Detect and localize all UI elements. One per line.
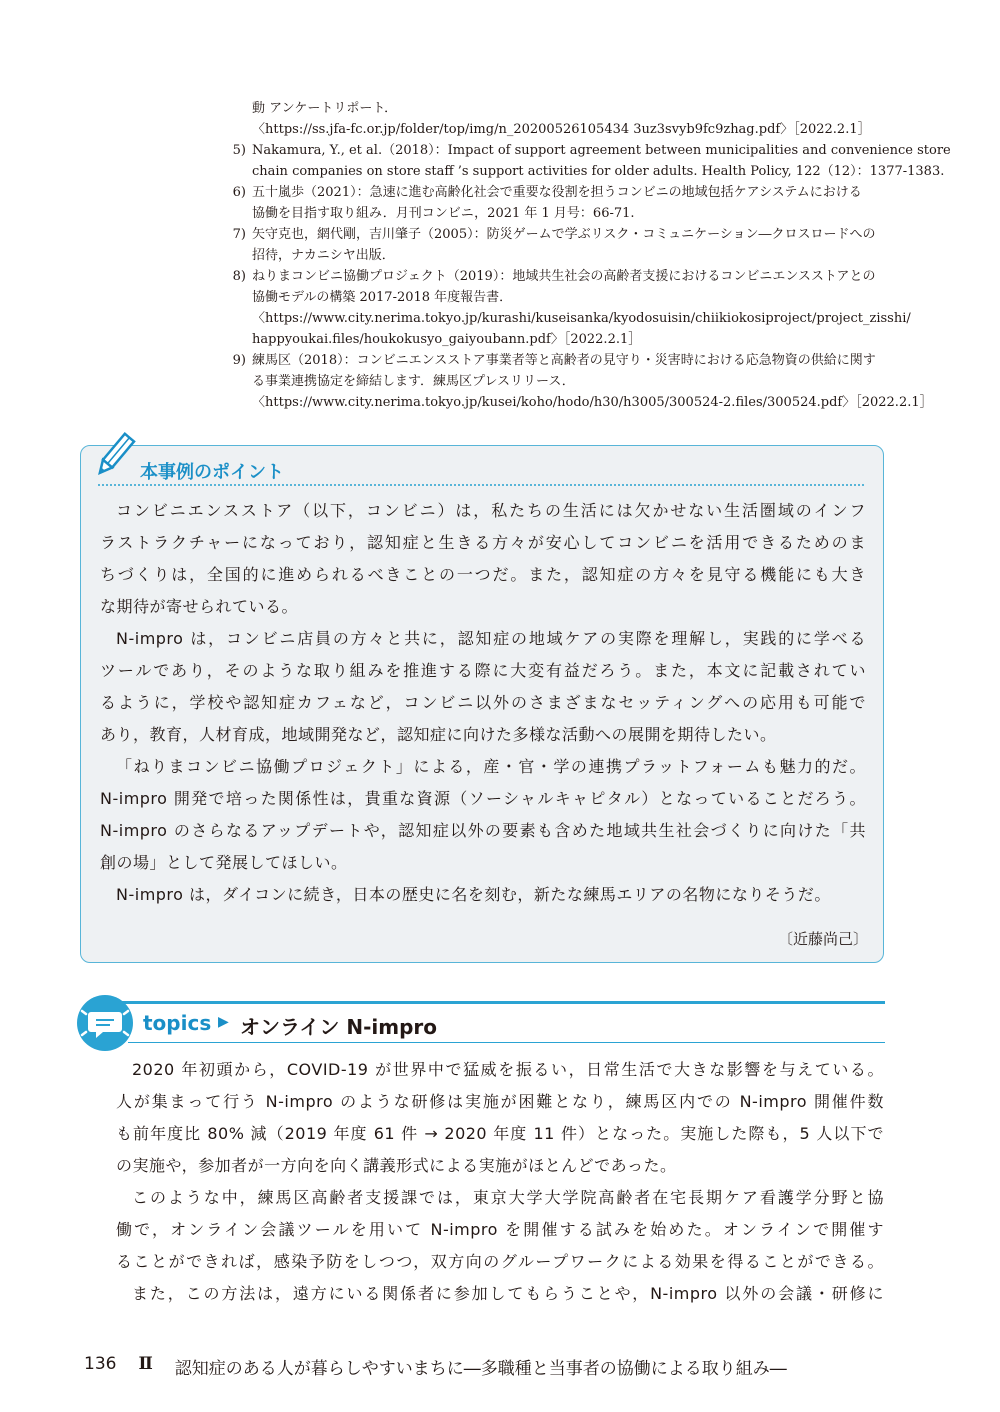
topics-underline (128, 1042, 885, 1043)
text-line: ツールであり，そのような取り組みを推進する際に大変有益だろう。また，本文に記載されてい (100, 661, 866, 680)
text-line: N-impro は，コンビニ店員の方々と共に，認知症の地域ケアの実際を理解し，実践的に学べる (116, 629, 866, 648)
chapter-title: 認知症のある人が暮らしやすいまちに―多職種と当事者の協働による取り組み― (174, 1359, 787, 1379)
reference-number: 8) (232, 269, 246, 284)
text-line: N-impro は，ダイコンに続き，日本の歴史に名を刻む，新たな練馬エリアの名物になりそうだ。 (116, 885, 831, 904)
reference-number: 5) (232, 143, 246, 158)
reference-line: 招待，ナカニシヤ出版． (252, 248, 395, 263)
chapter-number: Ⅱ (138, 1354, 153, 1374)
play-arrow-icon: ▶ (218, 1014, 229, 1030)
topics-rule (100, 1001, 885, 1004)
text-line: ちづくりは，全国的に進められるべきことの一つだ。また，認知症の方々を見守る機能にも大き (100, 565, 866, 584)
reference-number (224, 98, 252, 140)
topics-label: topics (143, 1011, 212, 1035)
text-line: 働で，オンライン会議ツールを用いて N-impro を開催する試みを始めた。オンラインで開催す (116, 1220, 884, 1239)
text-line: 2020 年初頭から，COVID-19 が世界中で猛威を振るい，日常生活で大きな影響を与えている。 (132, 1060, 884, 1079)
text-line: あり，教育，人材育成，地域開発など，認知症に向けた多様な活動への展開を期待したい。 (100, 725, 777, 744)
text-line: ラストラクチャーになっており，認知症と生きる方々が安心してコンビニを活用できるためのま (100, 533, 866, 552)
text-line: コンビニエンスストア（以下，コンビニ）は，私たちの生活には欠かせない生活圏域のインフ (116, 501, 866, 520)
reference-number: 7) (232, 227, 246, 242)
reference-item (224, 140, 951, 182)
reference-line[interactable]: happyoukai.files/houkokusyo_gaiyoubann.pdf〉［2022.2.1］ (252, 332, 642, 347)
pencil-icon (92, 430, 136, 482)
reference-line[interactable]: 〈https://www.city.nerima.tokyo.jp/kusei/koho/hodo/h30/h3005/300524-2.files/300524.pdf〉［2022.2.1］ (252, 395, 933, 410)
reference-line[interactable]: 〈https://www.city.nerima.tokyo.jp/kurashi/kuseisanka/kyodosuisin/chiikiokosiproject/project_zisshi/ (252, 311, 911, 326)
point-author: 〔近藤尚己〕 (777, 930, 868, 948)
text-line: も前年度比 80% 減（2019 年度 61 件 → 2020 年度 11 件）となった。実施した際も，5 人以下で (116, 1124, 884, 1143)
reference-item (224, 266, 911, 350)
reference-item (224, 98, 886, 140)
text-line: N-impro のさらなるアップデートや，認知症以外の要素も含めた地域共生社会づくりに向けた「共 (100, 821, 866, 840)
text-line: 創の場」として発展してほしい。 (100, 853, 348, 872)
reference-item (224, 182, 886, 224)
text-line: の実施や，参加者が一方向を向く講義形式による実施がほとんどであった。 (116, 1156, 677, 1175)
reference-number: 9) (232, 353, 246, 368)
reference-number: 6) (232, 185, 246, 200)
reference-line: 協働を目指す取り組み．月刊コンビニ，2021 年 1 月号：66-71. (252, 206, 635, 221)
chat-bubble-icon (76, 994, 134, 1052)
text-line: な期待が寄せられている。 (100, 597, 299, 616)
text-line: 「ねりまコンビニ協働プロジェクト」による，産・官・学の連携プラットフォームも魅力的だ。 (116, 757, 866, 776)
text-line: 人が集まって行う N-impro のような研修は実施が困難となり，練馬区内での N-impro 開催件数 (116, 1092, 884, 1111)
reference-line: 矢守克也，網代剛，吉川肇子（2005）：防災ゲームで学ぶリスク・コミュニケーション―クロスロードへの (252, 227, 876, 242)
reference-line[interactable]: 〈https://ss.jfa-fc.or.jp/folder/top/img/n_20200526105434 3uz3svyb9fc9zhag.pdf〉［2022.2.1］ (252, 122, 871, 137)
text-line: るように，学校や認知症カフェなど，コンビニ以外のさまざまなセッティングへの応用も可能で (100, 693, 866, 712)
topics-title: オンライン N-impro (240, 1015, 438, 1039)
text-line: ることができれば，感染予防をしつつ，双方向のグループワークによる効果を得ることができる。 (116, 1252, 884, 1271)
text-line: また，この方法は，遠方にいる関係者に参加してもらうことや，N-impro 以外の会議・研修に (132, 1284, 884, 1303)
reference-line: 協働モデルの構築 2017-2018 年度報告書． (252, 290, 513, 305)
reference-line: ねりまコンビニ協働プロジェクト（2019）：地域共生社会の高齢者支援におけるコンビニエンスストアとの (252, 269, 876, 284)
reference-line: Nakamura, Y., et al.（2018）：Impact of support agreement between municipalities and convenience store (252, 143, 951, 158)
point-title: 本事例のポイント (140, 462, 284, 483)
reference-line: chain companies on store staff ’s support activities for older adults. Health Policy, 122（12）：1377-1383. (252, 164, 945, 179)
dotted-divider (98, 484, 864, 486)
reference-line: 動 アンケートリポート． (252, 101, 398, 116)
reference-item (224, 224, 886, 266)
reference-line: 練馬区（2018）：コンビニエンスストア事業者等と高齢者の見守り・災害時における応急物資の供給に関す (252, 353, 876, 368)
reference-line: る事業連携協定を締結します．練馬区プレスリリース． (252, 374, 575, 389)
reference-item (224, 350, 933, 413)
text-line: N-impro 開発で培った関係性は，貴重な資源（ソーシャルキャピタル）となっていることだろう。 (100, 789, 866, 808)
reference-list (224, 98, 951, 413)
page-number: 136 (84, 1354, 117, 1374)
point-body (100, 495, 866, 911)
page-footer (84, 1354, 787, 1379)
text-line: このような中，練馬区高齢者支援課では，東京大学大学院高齢者在宅長期ケア看護学分野と協 (132, 1188, 884, 1207)
topics-body (116, 1054, 884, 1310)
reference-line: 五十嵐歩（2021）：急速に進む高齢化社会で重要な役割を担うコンビニの地域包括ケアシステムにおける (252, 185, 862, 200)
